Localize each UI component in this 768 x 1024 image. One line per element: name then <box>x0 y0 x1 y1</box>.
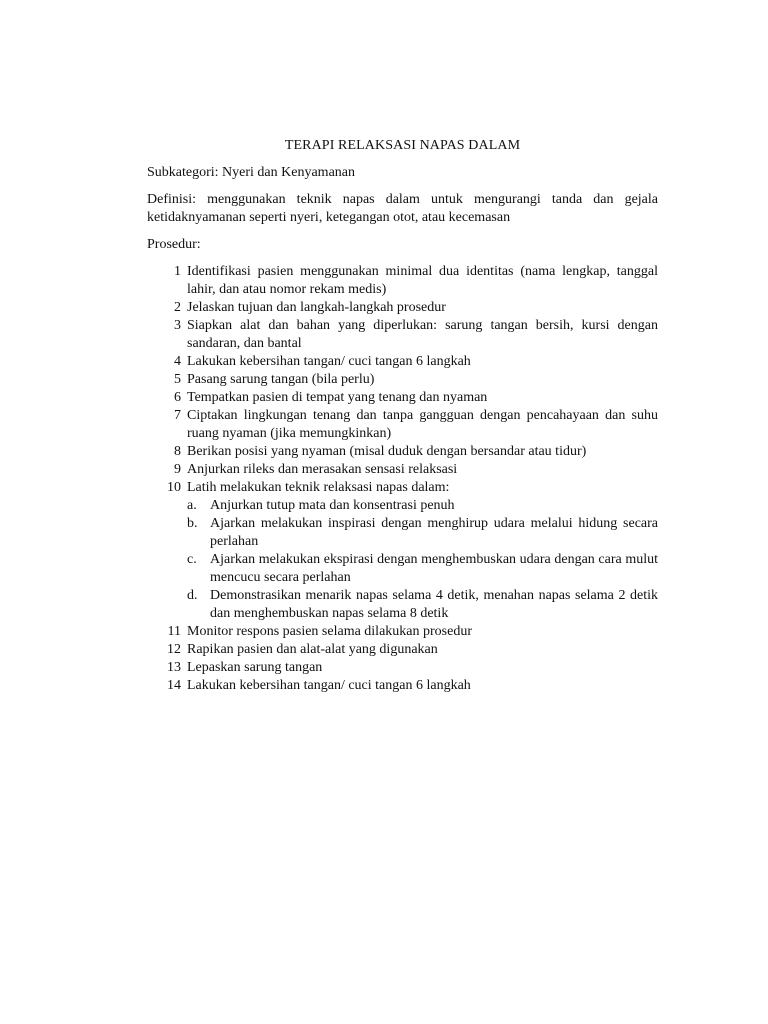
step-number: 9 <box>174 462 181 477</box>
step-text: Tempatkan pasien di tempat yang tenang dan nyaman <box>187 390 488 405</box>
substep <box>187 515 658 551</box>
step-number: 14 <box>167 678 181 693</box>
step-number: 5 <box>174 372 181 387</box>
substep-letter: c. <box>187 552 197 567</box>
procedure-step <box>147 353 658 371</box>
substep <box>187 497 658 515</box>
procedure-step <box>147 443 658 461</box>
procedure-step <box>147 677 658 695</box>
step-text: Identifikasi pasien menggunakan minimal dua identitas (nama lengkap, tanggal lahir, dan atau nomor rekam medis) <box>187 264 658 297</box>
procedure-step <box>147 461 658 479</box>
step-text: Ciptakan lingkungan tenang dan tanpa gangguan dengan pencahayaan dan suhu ruang nyaman (jika memungkinkan) <box>187 408 658 441</box>
step-content <box>187 479 658 623</box>
step-text: Anjurkan rileks dan merasakan sensasi relaksasi <box>187 462 458 477</box>
step-text: Lepaskan sarung tangan <box>187 660 323 675</box>
step-number: 6 <box>174 390 181 405</box>
step-text: Lakukan kebersihan tangan/ cuci tangan 6 langkah <box>187 354 471 369</box>
step-number: 2 <box>174 300 181 315</box>
step-number: 3 <box>174 318 181 333</box>
step-text: Monitor respons pasien selama dilakukan prosedur <box>187 624 472 639</box>
procedure-step <box>147 263 658 299</box>
step-number: 8 <box>174 444 181 459</box>
procedure-step <box>147 623 658 641</box>
definition-paragraph: Definisi: menggunakan teknik napas dalam untuk mengurangi tanda dan gejala ketidaknyamanan seperti nyeri, ketegangan otot, atau kecemasan <box>147 192 658 225</box>
step-number: 11 <box>167 624 181 639</box>
procedure-step <box>147 317 658 353</box>
procedure-step <box>147 407 658 443</box>
substep-text: Demonstrasikan menarik napas selama 4 detik, menahan napas selama 2 detik dan menghembuskan napas selama 8 detik <box>210 588 658 621</box>
substep <box>187 551 658 587</box>
document-title: TERAPI RELAKSASI NAPAS DALAM <box>284 138 521 153</box>
step-text: Latih melakukan teknik relaksasi napas dalam: <box>187 480 450 495</box>
step-number: 1 <box>174 264 181 279</box>
step-text: Lakukan kebersihan tangan/ cuci tangan 6 langkah <box>187 678 471 693</box>
substep-letter: d. <box>187 588 198 603</box>
procedure-step <box>147 641 658 659</box>
step-text: Siapkan alat dan bahan yang diperlukan: sarung tangan bersih, kursi dengan sandaran, dan bantal <box>187 318 658 351</box>
substep-text: Ajarkan melakukan inspirasi dengan menghirup udara melalui hidung secara perlahan <box>210 516 658 549</box>
document-page <box>147 137 658 695</box>
procedure-step <box>147 299 658 317</box>
substep-letter: a. <box>187 498 197 513</box>
procedure-heading: Prosedur: <box>147 237 201 252</box>
procedure-step <box>147 479 658 623</box>
step-text: Pasang sarung tangan (bila perlu) <box>187 372 375 387</box>
substep <box>187 587 658 623</box>
step-number: 13 <box>167 660 181 675</box>
procedure-step <box>147 389 658 407</box>
step-number: 4 <box>174 354 181 369</box>
breathing-substeps <box>187 497 658 623</box>
procedure-step <box>147 659 658 677</box>
step-text: Jelaskan tujuan dan langkah-langkah prosedur <box>187 300 446 315</box>
subcategory-line: Subkategori: Nyeri dan Kenyamanan <box>147 165 355 180</box>
substep-text: Ajarkan melakukan ekspirasi dengan menghembuskan udara dengan cara mulut mencucu secara perlahan <box>210 552 658 585</box>
step-number: 10 <box>167 480 181 495</box>
substep-letter: b. <box>187 516 198 531</box>
procedure-step <box>147 371 658 389</box>
procedure-steps <box>147 263 658 695</box>
step-number: 12 <box>167 642 181 657</box>
substep-text: Anjurkan tutup mata dan konsentrasi penuh <box>210 498 455 513</box>
step-text: Rapikan pasien dan alat-alat yang digunakan <box>187 642 438 657</box>
step-number: 7 <box>174 408 181 423</box>
step-text: Berikan posisi yang nyaman (misal duduk dengan bersandar atau tidur) <box>187 444 587 459</box>
